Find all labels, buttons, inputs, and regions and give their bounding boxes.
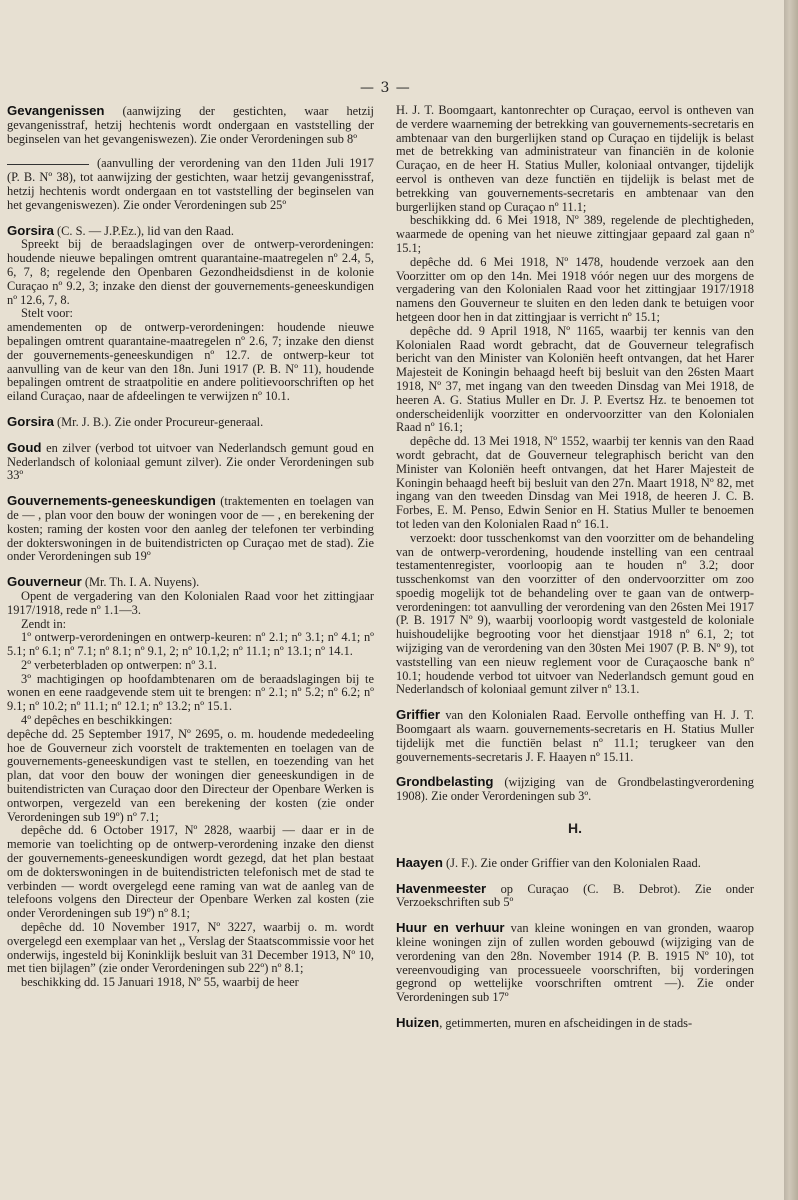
entry-text: (Mr. J. B.). Zie onder Procureur-generaal. [53, 414, 264, 429]
section-letter: H. [568, 820, 582, 837]
entry-heading: Gouverneur [7, 574, 82, 590]
index-entry [7, 415, 374, 430]
index-entry [7, 224, 374, 239]
paragraph [396, 532, 754, 698]
entry-text: amendementen op de ontwerp-verordeningen: houdende nieuwe bepalingen omtrent quarantaine-maatregelen nº 2.6, 7; inzake den dienst der gouvernements-geneeskundigen nº 12.7. de ontwerp-keur tot aanvulling van de keur van den 18n. Juni 1917 (P. B. Nº 11), houdende bepalingen omtrent de straatpolitie en andere politievoorschriften op het eiland Curaçao, naar de afdeelingen te verwijzen nº 10.1. [7, 320, 374, 404]
entry-text: 4º depêches en beschikkingen: [21, 713, 173, 728]
entry-text: 1º ontwerp-verordeningen en ontwerp-keuren: nº 2.1; nº 3.1; nº 4.1; nº 5.1; nº 6.1; nº 7.1; nº 8.1; nº 9.1, 2; nº 10.1,2; nº 11.1; nº 13.1; nº 14.1. [7, 630, 374, 659]
paragraph [396, 325, 754, 435]
paragraph [7, 728, 374, 825]
entry-text: Spreekt bij de beraadslagingen over de ontwerp-verordeningen: houdende nieuwe bepalingen omtrent quarantaine-maatregelen nº 2.4, 5, 6, 7, 8; regelende den Openbaren Gezondheidsdienst in de kolonie Curaçao nº 9.2, 3; inzake den dienst der gouvernements-geneeskundigen nº 12.6, 7, 8. [7, 237, 374, 307]
paragraph [7, 618, 374, 632]
paragraph [7, 157, 374, 212]
entry-text: depêche dd. 13 Mei 1918, Nº 1552, waarbij ter kennis van den Raad wordt gebracht, dat de Gouverneur telegraphisch bericht van den Minister van Koloniën heeft ontvangen, dat het Harer Majesteit de Koningin behaagd heeft bij besluit van den 27n. Maart 1918, Nº 82, met ingang van den tweeden Dinsdag van Mei 1918, de heeren J. C. B. Forbes, E. M. Penso, Edwin Senior en H. Statius Muller te benoemen tot leden van den Kolonialen Raad nº 16.1. [396, 434, 754, 531]
entry-heading: Griffier [396, 707, 440, 723]
entry-text: depêche dd. 9 April 1918, Nº 1165, waarbij ter kennis van den Kolonialen Raad wordt gebracht, dat de Gouverneur telegrafisch bericht van den Minister van Koloniën heeft ontvangen, dat het Harer Majesteit de Koningin behaagd heeft bij besluit van den 26sten Maart 1918, Nº 37, met ingang van den tweeden Dinsdag van Mei 1918, de heeren A. G. Statius Muller en Dr. J. P. Evertsz Hz. te benoemen tot onderscheidenlijk voorzitter en ondervoorzitter van den Kolonialen Raad nº 16.1; [396, 323, 754, 435]
paragraph [7, 659, 374, 673]
paragraph [7, 921, 374, 976]
entry-heading: Goud [7, 439, 42, 455]
entry-heading: Gouvernements-geneeskundigen [7, 493, 216, 509]
entry-heading: Havenmeester [396, 880, 487, 896]
index-entry [7, 104, 374, 146]
paragraph [7, 590, 374, 618]
entry-heading: Gorsira [7, 222, 54, 238]
paragraph [7, 714, 374, 728]
entry-text: Zendt in: [21, 616, 67, 631]
entry-text: (Mr. Th. I. A. Nuyens). [81, 575, 200, 590]
index-entry [7, 494, 374, 564]
entry-text: Stelt voor: [21, 306, 73, 321]
entry-heading: Grondbelasting [396, 774, 494, 790]
paragraph [7, 976, 374, 990]
entry-text: depêche dd. 10 November 1917, Nº 3227, waarbij o. m. wordt overgelegd een exemplaar van het ,, Verslag der Staatscommissie voor het onderwijs, ingesteld bij Koninklijk besluit van 31 December 1913, Nº 10, met tien bijlagen” (zie onder Verordeningen sub 22º) nº 8.1; [7, 920, 375, 976]
page-number: — 3 — [360, 80, 411, 96]
entry-text: depêche dd. 6 Mei 1918, Nº 1478, houdende verzoek aan den Voorzitter om op den 14n. Mei 1918 vóór negen uur des morgens de vergadering van den Kolonialen Raad voor het zittingjaar 1917/1918 namens den Gouverneur te sluiten en den leden dank te betuigen voor hetgeen door hen in dat zittingjaar is verricht nº 15.1; [396, 254, 754, 324]
entry-text: Opent de vergadering van den Kolonialen Raad voor het zittingjaar 1917/1918, rede nº 1.1—3. [7, 588, 374, 617]
entry-text: van den Kolonialen Raad. Eervolle ontheffing van H. J. T. Boomgaart als waarn. gouvernements-secretaris en H. Statius Muller tijdelijk met die functiën belast nº 11.1; terugkeer van den gouvernements-secretaris J. F. Haayen nº 15.11. [396, 708, 754, 764]
index-entry [7, 441, 374, 483]
index-entry [396, 856, 754, 871]
entry-text: (aanwijzing der gestichten, waar hetzij gevangenisstraf, hetzij hechtenis wordt ondergaan en vaststelling der beginselen van het gevangeniswezen). Zie onder Verordeningen sub 8º [7, 104, 374, 146]
paragraph [7, 307, 374, 321]
index-entry [7, 575, 374, 590]
entry-text: (aanvulling der verordening van den 11den Juli 1917 (P. B. Nº 38), tot aanwijzing der gestichten, waar hetzij gevangenisstraf, hetzij hechtenis wordt ondergaan en tot vaststelling der beginselen van het gevangeniswezen). Zie onder Verordeningen sub 25º [7, 156, 374, 212]
entry-text: van kleine woningen en van gronden, waarop kleine woningen zijn of zullen worden gebouwd (wijziging van de verordening van den 28n. November 1914 (P. B. 1915 Nº 10), tot vereenvoudiging van processueele voorschriften, bij vorderingen gegrond op wettelijke voorschriften omtrent —). Zie onder Verordeningen sub 17º [396, 921, 754, 1005]
index-entry [396, 708, 754, 764]
entry-text: beschikking dd. 6 Mei 1918, Nº 389, regelende de plechtigheden, waarmede de opening van het nieuwe zittingjaar gepaard zal gaan nº 15.1; [396, 213, 754, 255]
entry-text: (C. S. — J.P.Ez.), lid van den Raad. [53, 223, 234, 238]
right-column [396, 104, 754, 1031]
entry-text: op Curaçao (C. B. Debrot). Zie onder Verzoekschriften sub 5º [396, 881, 754, 910]
entry-text: en zilver (verbod tot uitvoer van Nederlandsch gemunt goud en Nederlandsch of koloniaal gemunt zilver). Zie onder Verordeningen sub 33º [7, 440, 374, 483]
entry-text: (traktementen en toelagen van de — , plan voor den bouw der woningen voor de — , en berekening der kosten; raming der kosten voor den aanleg der telefonen ter verbinding der dokterswoningen in de buitendistricten op Curaçao met de stad). Zie onder Verordeningen sub 19º [7, 494, 374, 564]
paragraph [396, 435, 754, 532]
paragraph [396, 256, 754, 325]
paragraph [396, 214, 754, 255]
entry-heading: Haayen [396, 854, 443, 870]
paragraph [7, 321, 374, 404]
index-entry [396, 882, 754, 911]
entry-text: (wijziging van de Grondbelastingverordening 1908). Zie onder Verordeningen sub 3º. [396, 775, 754, 804]
page-edge [784, 0, 798, 1200]
entry-text: , getimmerten, muren en afscheidingen in de stads- [439, 1016, 693, 1031]
entry-text: (J. F.). Zie onder Griffier van den Kolonialen Raad. [442, 855, 701, 870]
left-column [7, 104, 374, 990]
paragraph [396, 104, 754, 214]
entry-heading: Gevangenissen [7, 103, 105, 118]
paragraph [7, 824, 374, 921]
entry-heading: Gorsira [7, 413, 54, 429]
entry-text: beschikking dd. 15 Januari 1918, Nº 55, waarbij de heer [21, 975, 299, 990]
index-entry [396, 775, 754, 804]
index-entry [396, 1016, 754, 1031]
entry-heading: Huizen [396, 1015, 440, 1031]
paragraph [7, 673, 374, 714]
entry-heading: Huur en verhuur [396, 920, 505, 936]
index-entry [396, 921, 754, 1005]
ditto-rule [7, 164, 89, 165]
paragraph [7, 631, 374, 659]
entry-text: 3º machtigingen op hoofdambtenaren om de beraadslagingen bij te wonen en eene raadgevende stem uit te brengen: nº 2.1; nº 5.2; nº 6.2; nº 9.1; nº 10.2; nº 11.1; nº 12.1; nº 13.2; nº 15.1. [7, 671, 374, 714]
entry-text: 2º verbeterbladen op ontwerpen: nº 3.1. [21, 657, 217, 672]
entry-text: H. J. T. Boomgaart, kantonrechter op Curaçao, eervol is ontheven van de verdere waarneming der betrekking van gouvernements-secretaris en ambtenaar van den burgerlijken stand op Curaçao en tijdelijk is belast met de betrekking van administrateur van financiën in de kolonie Curaçao, en de heer H. Statius Muller, koloniaal ontvanger, tijdelijk eervol is ontheven van deze functiën en tijdelijk is belast met de betrekking van gouvernements-secretaris en ambtenaar van den burgerlijken stand op Curaçao nº 11.1; [396, 103, 754, 214]
entry-text: verzoekt: door tusschenkomst van den voorzitter om de behandeling van de ontwerp-verordening, houdende instelling van een centraal testamentenregister, voorloopig aan te houden nº 3.2; door tusschenkomst van den voorzitter of den ondervoorzitter om zoo spoedig mogelijk tot de behandeling over te gaan van de ontwerp-verordeningen: tot aanvulling der verordening van den 26sten Mei 1917 (P. B. 1917 Nº 9), waarbij voorloopig wordt vastgesteld de koloniale huishoudelijke begrooting voor het dienstjaar 1918 nº 6.1, 2; tot wijziging van de verordening van den 30sten Mei 1907 (P. B. Nº 9), tot vaststelling van een nieuw reglement voor de Curaçaosche bank nº 10.1; houdende verbod tot uitvoer van Nederlandsch gemunt goud en Nederlandsch of koloniaal gemunt zilver nº 13.1. [396, 530, 754, 697]
paragraph [7, 238, 374, 307]
entry-text: depêche dd. 25 September 1917, Nº 2695, o. m. houdende mededeeling hoe de Gouverneur zich voorstelt de traktementen en toelagen van de gouvernements-geneeskundigen vast te stellen, en toezending van het plan, dat voor den bouw der woningen dier geneeskundigen in de buitendistricten van Curaçao door den Directeur der Openbare Werken is ontworpen, vergezeld van een berekening der kosten (zie onder Verordeningen sub 19º) nº 7.1; [7, 726, 374, 824]
entry-text: depêche dd. 6 October 1917, Nº 2828, waarbij — daar er in de memorie van toelichting op de ontwerp-verordening inzake den dienst der gouvernements-geneeskundigen wordt gezegd, dat het plan bestaat om de dokterswoningen in de buitendistricten telefonisch met de stad te verbinden — wordt overgelegd eene raming van wat de aanleg van de telefoons volgens den Directeur der Openbare Werken zal kosten (zie onder Verordeningen sub 19º) nº 8.1; [7, 823, 374, 921]
